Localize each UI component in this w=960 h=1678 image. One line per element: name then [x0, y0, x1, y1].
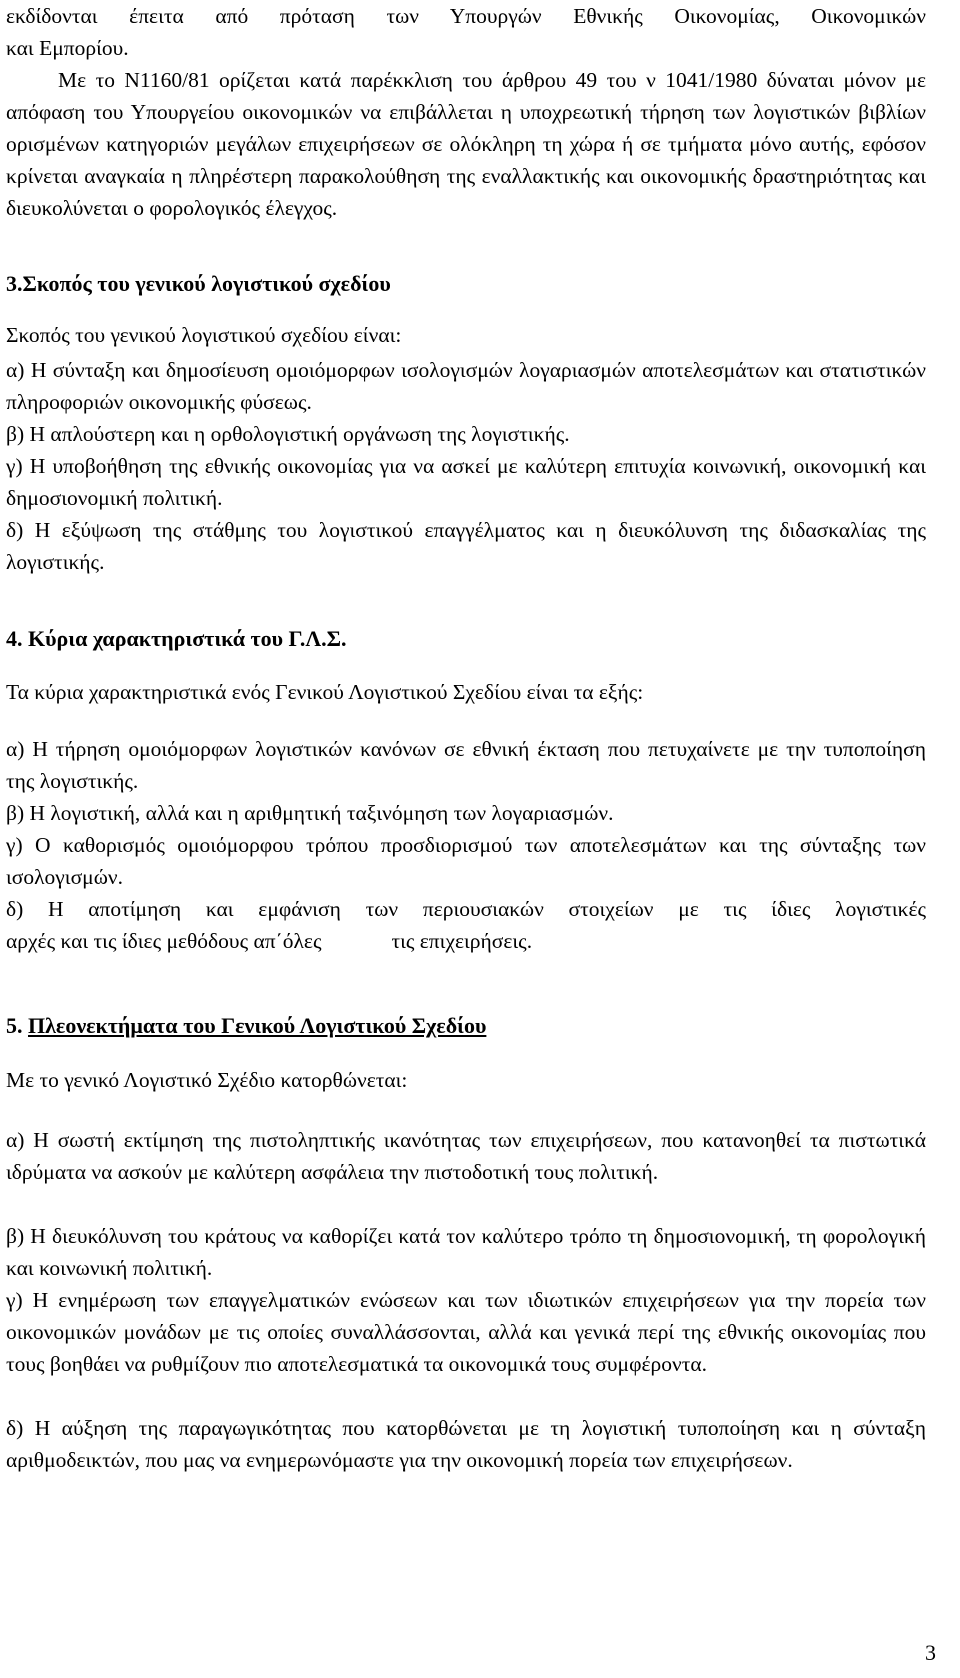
- section-5-number: 5.: [6, 1013, 23, 1038]
- section-3-title: Σκοπός του γενικού λογιστικού σχεδίου: [22, 271, 391, 296]
- section-5-item-a: α) Η σωστή εκτίμηση της πιστοληπτικής ικανότητας των επιχειρήσεων, που κατανοηθεί τα πιστωτικά ιδρύματα να ασκούν με καλύτερη ασφάλεια την πιστοδοτική τους πολιτική.: [6, 1128, 926, 1184]
- section-5-heading: [6, 1010, 926, 1042]
- section-4-item-a: α) Η τήρηση ομοιόμορφων λογιστικών κανόνων σε εθνική έκταση που πετυχαίνετε με την τυποποίηση της λογιστικής.: [6, 737, 926, 793]
- section-4-item-c: γ) Ο καθορισμός ομοιόμορφου τρόπου προσδιορισμού των αποτελεσμάτων και της σύνταξης των ισολογισμών.: [6, 833, 926, 889]
- section-4-item-d-part-2: τις επιχειρήσεις.: [391, 929, 533, 953]
- section-3-item-b: β) Η απλούστερη και η ορθολογιστική οργάνωση της λογιστικής.: [6, 422, 570, 446]
- section-5-item-b: β) Η διευκόλυνση του κράτους να καθορίζει κατά τον καλύτερο τρόπο τη δημοσιονομική, τη φορολογική και κοινωνική πολιτική.: [6, 1224, 926, 1280]
- section-3-item-a: α) Η σύνταξη και δημοσίευση ομοιόμορφων ισολογισμών λογαριασμών αποτελεσμάτων και στατιστικών πληροφοριών οικονομικής φύσεως.: [6, 358, 926, 414]
- section-3-heading: [6, 268, 926, 300]
- intro-line-1: εκδίδονται έπειτα από πρόταση των Υπουργών Εθνικής Οικονομίας, Οικονομικών: [6, 4, 926, 28]
- section-4-item-b: β) Η λογιστική, αλλά και η αριθμητική ταξινόμηση των λογαριασμών.: [6, 801, 614, 825]
- section-4-item-d-line-2: [6, 925, 926, 957]
- section-5-intro: Με το γενικό Λογιστικό Σχέδιο κατορθώνεται:: [6, 1068, 408, 1092]
- section-5-item-c: γ) Η ενημέρωση των επαγγελματικών ενώσεων και των ιδιωτικών επιχειρήσεων για την πορεία των οικονομικών μονάδων με τις οποίες συναλλάσσονται, αλλά και γενικά περί της εθνικής οικονομίας που τους βοηθάει να ρυθμίζουν πιο αποτελεσματικά τα οικονομικά τους συμφέροντα.: [6, 1288, 926, 1376]
- section-5-title: Πλεονεκτήματα του Γενικού Λογιστικού Σχεδίου: [28, 1013, 487, 1038]
- section-4-item-d-line-1: δ) Η αποτίμηση και εμφάνιση των περιουσιακών στοιχείων με τις ίδιες λογιστικές: [6, 897, 926, 921]
- section-3-item-d: δ) Η εξύψωση της στάθμης του λογιστικού επαγγέλματος και η διευκόλυνση της διδασκαλίας της λογιστικής.: [6, 518, 926, 574]
- section-3-intro: Σκοπός του γενικού λογιστικού σχεδίου είναι:: [6, 323, 402, 347]
- section-3-number: 3.: [6, 271, 23, 296]
- section-4-intro: Τα κύρια χαρακτηριστικά ενός Γενικού Λογιστικού Σχεδίου είναι τα εξής:: [6, 680, 644, 704]
- section-3-item-c: γ) Η υποβοήθηση της εθνικής οικονομίας για να ασκεί με καλύτερη επιτυχία κοινωνική, οικονομική και δημοσιονομική πολιτική.: [6, 454, 926, 510]
- intro-paragraph: Με το Ν1160/81 ορίζεται κατά παρέκκλιση του άρθρου 49 του ν 1041/1980 δύναται μόνον με απόφαση του Υπουργείου οικονομικών να επιβάλλεται η υποχρεωτική τήρηση των λογιστικών βιβλίων ορισμένων κατηγοριών μεγάλων επιχειρήσεων σε ολόκληρη τη χώρα ή σε τμήματα μόνο αυτής, εφόσον κρίνεται αναγκαία η πληρέστερη παρακολούθηση της εναλλακτικής και οικονομικής δραστηριότητας και διευκολύνεται ο φορολογικός έλεγχος.: [6, 68, 926, 220]
- section-4-heading: 4. Κύρια χαρακτηριστικά του Γ.Λ.Σ.: [6, 626, 347, 651]
- intro-line-2: και Εμπορίου.: [6, 36, 129, 60]
- section-5-item-d: δ) Η αύξηση της παραγωγικότητας που κατορθώνεται με τη λογιστική τυποποίηση και η σύνταξη αριθμοδεικτών, που μας να ενημερωνόμαστε για την οικονομική πορεία των επιχειρήσεων.: [6, 1416, 926, 1472]
- section-4-item-d-part-1: αρχές και τις ίδιες μεθόδους απ΄όλες: [6, 929, 322, 953]
- page-number: 3: [925, 1640, 936, 1665]
